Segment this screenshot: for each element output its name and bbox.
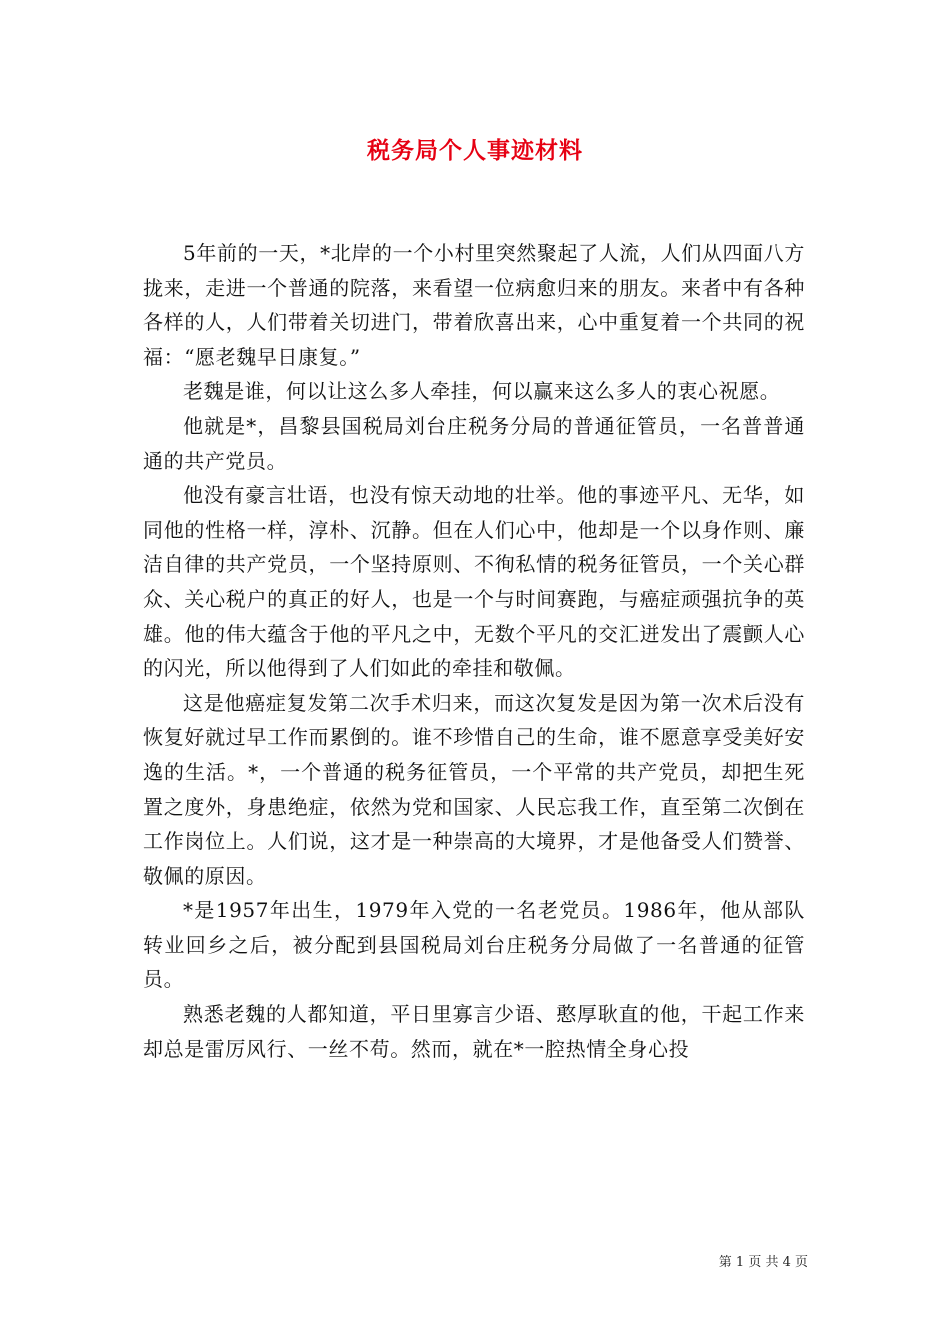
paragraph-1: 5年前的一天，*北岸的一个小村里突然聚起了人流，人们从四面八方拢来，走进一个普通的院落，来看望一位病愈归来的朋友。来者中有各种各样的人，人们带着关切进门，带着欣喜出来，心中重复着一个共同的祝福：“愿老魏早日康复。” bbox=[143, 241, 805, 369]
page-number: 第 1 页 共 4 页 bbox=[718, 1255, 808, 1270]
paragraph-7: 熟悉老魏的人都知道，平日里寡言少语、憨厚耿直的他，干起工作来却总是雷厉风行、一丝不苟。然而，就在*一腔热情全身心投 bbox=[143, 1002, 805, 1061]
paragraph-3: 他就是*，昌黎县国税局刘台庄税务分局的普通征管员，一名普普通通的共产党员。 bbox=[143, 413, 805, 473]
document-body bbox=[143, 236, 805, 1066]
paragraph-4: 他没有豪言壮语，也没有惊天动地的壮举。他的事迹平凡、无华，如同他的性格一样，淳朴、沉静。但在人们心中，他却是一个以身作则、廉洁自律的共产党员，一个坚持原则、不徇私情的税务征管员，一个关心群众、关心税户的真正的好人，也是一个与时间赛跑，与癌症顽强抗争的英雄。他的伟大蕴含于他的平凡之中，无数个平凡的交汇迸发出了震颤人心的闪光，所以他得到了人们如此的牵挂和敬佩。 bbox=[143, 483, 805, 681]
paragraph-5: 这是他癌症复发第二次手术归来，而这次复发是因为第一次术后没有恢复好就过早工作而累倒的。谁不珍惜自己的生命，谁不愿意享受美好安逸的生活。*，一个普通的税务征管员，一个平常的共产党员，却把生死置之度外，身患绝症，依然为党和国家、人民忘我工作，直至第二次倒在工作岗位上。人们说，这才是一种崇高的大境界，才是他备受人们赞誉、敬佩的原因。 bbox=[143, 690, 805, 888]
document-title: 税务局个人事迹材料 bbox=[367, 138, 583, 164]
paragraph-6: *是1957年出生，1979年入党的一名老党员。1986年，他从部队转业回乡之后，被分配到县国税局刘台庄税务分局做了一名普通的征管员。 bbox=[143, 898, 805, 992]
paragraph-2: 老魏是谁，何以让这么多人牵挂，何以赢来这么多人的衷心祝愿。 bbox=[183, 379, 781, 404]
